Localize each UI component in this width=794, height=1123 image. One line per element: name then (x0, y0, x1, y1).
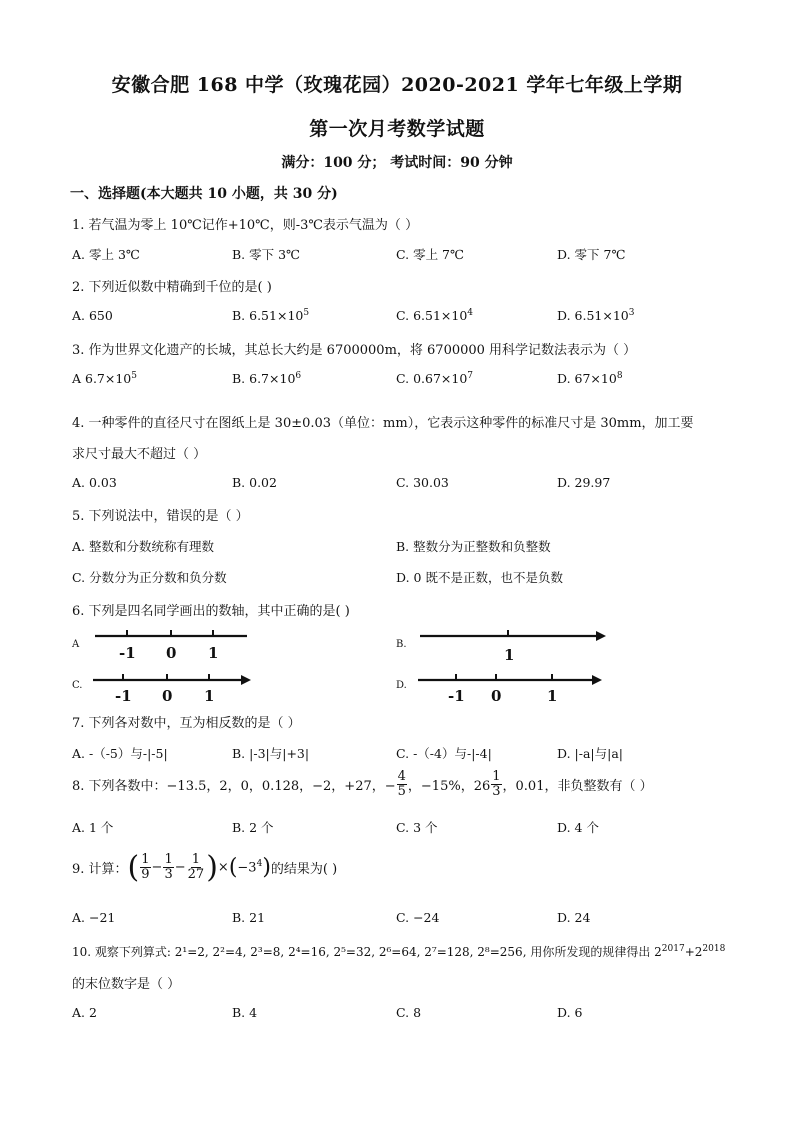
q3-option-c-exp: 7 (467, 371, 474, 381)
q9-frac-1-27 (187, 853, 206, 881)
q8-fraction-1-3 (491, 770, 501, 798)
q4-option-b: B. 0.02 (232, 475, 277, 490)
q10-stem-line1 (72, 943, 725, 960)
q3-stem: 3. 作为世界文化遗产的长城，其总长大约是 6700000m，将 6700000 用科学记数法表示为（ ） (72, 343, 637, 358)
q8-fraction-4-5 (397, 770, 407, 798)
q6-number-line-b (420, 630, 610, 664)
q9-option-c: C. −24 (396, 910, 440, 925)
q9-f2-num: 1 (164, 852, 173, 868)
q1-option-a: A. 零上 3℃ (72, 247, 140, 262)
q8-stem-part1: 8. 下列各数中：−13.5，2，0，0.128，−2，+27，− (72, 778, 396, 794)
q6-option-c-letter: C. (72, 680, 83, 691)
q9-option-a: A. −21 (72, 910, 116, 925)
exam-title-line2: 第一次月考数学试题 (309, 118, 485, 140)
q6-option-d-letter: D. (396, 680, 407, 691)
q3-option-a-base: A 6.7×10 (72, 371, 132, 387)
q4-stem-line2: 求尺寸最大不超过（ ） (72, 447, 207, 462)
q8-frac2-num: 1 (492, 769, 501, 784)
q6-a-label-neg1: -1 (119, 644, 136, 662)
q10-option-c: C. 8 (396, 1005, 422, 1020)
q6-a-label-0: 0 (166, 644, 177, 662)
q8-frac2-den: 3 (492, 783, 501, 799)
q10-plus: +2 (684, 945, 703, 959)
q9-stem: 9. 计算： ( $\frac{1}{9}$ − $\frac{1}{3}$ − $\frac{1}{27}$ ) × ( $-3^4$ ) 的结果为( ) (72, 850, 338, 885)
q5-option-c: C. 分数分为正分数和负分数 (72, 570, 227, 585)
q6-d-label-neg1: -1 (448, 687, 465, 705)
q6-d-label-1: 1 (547, 687, 558, 705)
q8-option-a: A. 1 个 (72, 820, 114, 835)
q7-option-b: B. |-3|与|+3| (232, 746, 310, 761)
q10-exp-2018: 2018 (702, 944, 726, 954)
q10-stem-pre: 10. 观察下列算式: 2 (72, 945, 183, 959)
q3-option-d (557, 371, 623, 386)
q1-option-c: C. 零上 7℃ (396, 247, 464, 262)
q3-option-c-base: C. 0.67×10 (396, 371, 468, 387)
q9-times: × (217, 860, 229, 875)
q10-option-b: B. 4 (232, 1005, 258, 1020)
q1-option-b: B. 零下 3℃ (232, 247, 301, 262)
q9-frac-1-9 (140, 853, 150, 881)
section-heading: 一、选择题(本大题共 10 小题，共 30 分) (70, 186, 338, 202)
q7-option-d: D. |-a|与|a| (557, 746, 623, 761)
q4-option-d: D. 29.97 (557, 475, 611, 490)
q8-frac1-den: 5 (397, 783, 406, 799)
q2-option-a: A. 650 (72, 308, 113, 323)
q2-option-c-base: C. 6.51×10 (396, 308, 468, 324)
q9-option-b: B. 21 (232, 910, 266, 925)
q2-option-b-base: B. 6.51×10 (232, 308, 304, 324)
q8-stem-part2: ，−15%，26 (407, 778, 491, 794)
q6-option-b-letter: B. (396, 639, 407, 650)
q6-c-label-1: 1 (204, 687, 215, 705)
q3-option-b-exp: 6 (295, 371, 302, 381)
q8-frac1-num: 4 (397, 769, 406, 784)
q9-stem-tail: 的结果为( ) (270, 862, 338, 877)
q8-option-d: D. 4 个 (557, 820, 599, 835)
q2-option-b (232, 308, 309, 323)
q1-stem: 1. 若气温为零上 10℃记作+10℃，则-3℃表示气温为（ ） (72, 218, 419, 233)
q1-option-d: D. 零下 7℃ (557, 247, 626, 262)
q6-number-line-d (418, 673, 608, 705)
q8-stem (72, 770, 653, 798)
q7-option-c: C. -（-4）与-|-4| (396, 746, 492, 761)
q9-power-base: −3 (237, 860, 257, 876)
q3-option-c (396, 371, 473, 386)
q9-power-exp: 4 (256, 859, 263, 870)
q2-option-c (396, 308, 473, 323)
q6-number-line-c (93, 673, 258, 705)
q3-option-a-exp: 5 (131, 371, 137, 381)
q6-c-label-neg1: -1 (115, 687, 132, 705)
exam-title-line1: 安徽合肥 168 中学（玫瑰花园）2020-2021 学年七年级上学期 (111, 74, 683, 96)
q3-option-a (72, 371, 137, 386)
q2-option-c-exp: 4 (467, 308, 474, 318)
q6-c-label-0: 0 (162, 687, 173, 705)
exam-meta: 满分：100 分； 考试时间：90 分钟 (281, 155, 513, 171)
q6-a-label-1: 1 (208, 644, 219, 662)
q7-stem: 7. 下列各对数中，互为相反数的是（ ） (72, 716, 301, 731)
q9-frac-1-3 (163, 853, 173, 881)
q9-option-d: D. 24 (557, 910, 591, 925)
q2-option-d-exp: 3 (628, 308, 635, 318)
q10-exp-2017: 2017 (661, 944, 685, 954)
q3-option-b (232, 371, 301, 386)
q9-f1-den: 9 (141, 867, 150, 882)
q8-option-c: C. 3 个 (396, 820, 438, 835)
q9-power (237, 859, 262, 875)
q5-option-d: D. 0 既不是正数，也不是负数 (396, 570, 563, 585)
q5-option-a: A. 整数和分数统称有理数 (72, 539, 214, 554)
q6-number-line-a (95, 630, 255, 662)
q2-stem: 2. 下列近似数中精确到千位的是( ) (72, 280, 272, 295)
q3-option-b-base: B. 6.7×10 (232, 371, 296, 387)
q8-option-b: B. 2 个 (232, 820, 274, 835)
q10-option-a: A. 2 (72, 1005, 97, 1020)
q9-f2-den: 3 (164, 867, 173, 882)
q9-f1-num: 1 (141, 852, 150, 868)
q10-option-d: D. 6 (557, 1005, 583, 1020)
q6-stem: 6. 下列是四名同学画出的数轴，其中正确的是( ) (72, 604, 350, 619)
q3-option-d-exp: 8 (616, 371, 623, 381)
q9-f3-den: 27 (187, 867, 205, 882)
q3-option-d-base: D. 67×10 (557, 371, 617, 387)
q7-option-a: A. -（-5）与-|-5| (72, 746, 168, 761)
q4-option-a: A. 0.03 (72, 475, 117, 490)
q2-option-d-base: D. 6.51×10 (557, 308, 629, 324)
q9-stem-label: 9. 计算： (72, 862, 128, 877)
q2-option-d (557, 308, 634, 323)
q9-f3-num: 1 (191, 852, 201, 868)
q6-b-label-1: 1 (504, 646, 515, 664)
q6-d-label-0: 0 (491, 687, 502, 705)
q5-option-b: B. 整数分为正整数和负整数 (396, 539, 551, 554)
q6-option-a-letter: A (72, 639, 80, 650)
q10-stem-body: ¹=2, 2²=4, 2³=8, 2⁴=16, 2⁵=32, 2⁶=64, 2⁷=128, 2⁸=256, 用你所发现的规律得出 2 (182, 945, 662, 959)
q8-stem-part3: ，0.01，非负整数有（ ） (502, 778, 653, 794)
q5-stem: 5. 下列说法中，错误的是（ ） (72, 509, 249, 524)
q4-stem-line1: 4. 一种零件的直径尺寸在图纸上是 30±0.03（单位：mm），它表示这种零件的标准尺寸是 30mm，加工要 (72, 416, 694, 431)
q2-option-b-exp: 5 (303, 308, 310, 318)
q4-option-c: C. 30.03 (396, 475, 449, 490)
q10-stem-line2: 的末位数字是（ ） (72, 977, 181, 992)
